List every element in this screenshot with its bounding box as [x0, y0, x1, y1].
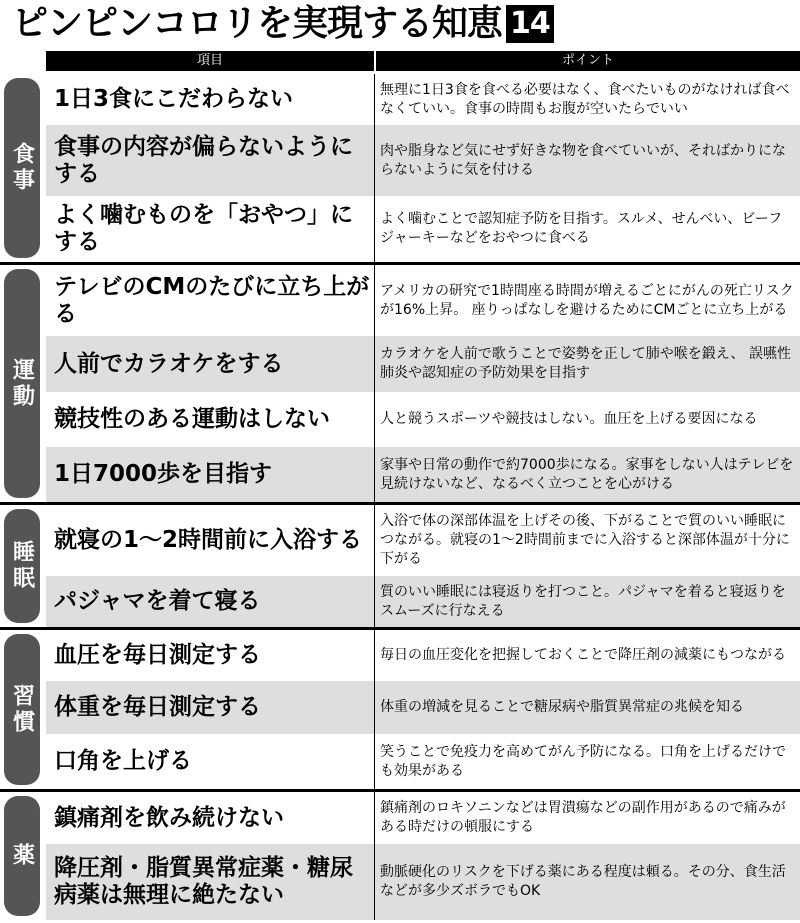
point-text: 鎮痛剤のロキソニンなどは胃潰瘍などの副作用があるので痛みがある時だけの頓服にする: [380, 800, 786, 835]
category-group: [0, 630, 800, 789]
table-row: [46, 336, 800, 392]
point-text: 家事や日常の動作で約7000歩になる。家事をしない人はテレビを見続けないなど、なるべく立つことを心がける: [380, 456, 794, 492]
table-row: [46, 196, 800, 262]
item-text: よく噛むものを「おやつ」にする: [54, 202, 353, 255]
title-text: ピンピンコロリを実現する知恵: [12, 3, 503, 44]
item-text: 食事の内容が偏らないようにする: [54, 133, 353, 187]
category-label: 食事: [4, 78, 40, 258]
item-text: 人前でカラオケをする: [54, 350, 284, 377]
title-badge: 14: [506, 5, 554, 43]
column-header-point: ポイント: [376, 51, 800, 71]
category-label: 習慣: [4, 634, 40, 785]
table-row: [46, 74, 800, 125]
column-divider: [374, 505, 375, 627]
table-row: [46, 576, 800, 627]
table-row: [46, 392, 800, 447]
category-group: [0, 74, 800, 262]
table-row: [46, 630, 800, 681]
item-text: 体重を毎日測定する: [54, 694, 261, 720]
item-text: 降圧剤・脂質異常症薬・糖尿病薬は無理に絶たない: [54, 855, 353, 908]
column-divider: [374, 265, 375, 502]
point-text: よく噛むことで認知症予防を目指す。スルメ、せんべい、ビーフジャーキーなどをおやつに食べる: [380, 211, 783, 246]
point-text: 笑うことで免疫力を高めてがん予防になる。口角を上げるだけでも効果がある: [380, 743, 786, 779]
item-text: 血圧を毎日測定する: [54, 642, 261, 668]
column-header-item: 項目: [46, 51, 374, 71]
point-text: 質のいい睡眠には寝返りを打つこと。パジャマを着ると寝返りをスムーズに行なえる: [380, 583, 786, 619]
table-row: [46, 792, 800, 844]
point-text: 体重の増減を見ることで糖尿病や脂質異常症の兆候を知る: [380, 699, 744, 715]
item-text: 競技性のある運動はしない: [54, 406, 330, 432]
column-divider: [374, 792, 375, 920]
table-row: [46, 265, 800, 336]
column-divider: [374, 630, 375, 789]
point-text: 入浴で体の深部体温を上げその後、下がることで質のいい睡眠につながる。就寝の1～2時間前までに入浴すると深部体温が十分に下がる: [380, 513, 790, 567]
table-row: [46, 125, 800, 196]
item-text: パジャマを着て寝る: [54, 588, 261, 614]
category-label: 薬: [4, 796, 40, 916]
column-divider: [374, 74, 375, 262]
page-title: [0, 0, 800, 50]
category-group: [0, 505, 800, 627]
item-text: 就寝の1～2時間前に入浴する: [54, 527, 363, 553]
table-row: [46, 844, 800, 920]
table-row: [46, 447, 800, 502]
point-text: 無理に1日3食を食べる必要はなく、食べたいものがなければ食べなくていい。食事の時間もお腹が空いたらでいい: [380, 81, 790, 117]
item-text: 1日3食にこだわらない: [54, 86, 294, 112]
item-text: 1日7000歩を目指す: [54, 461, 273, 487]
point-text: カラオケを人前で歌うことで姿勢を正して肺や喉を鍛え、 誤嚥性肺炎や認知症の予防効果を目指す: [380, 346, 792, 381]
point-text: 動脈硬化のリスクを下げる薬にある程度は頼る。その分、食生活などが多少ズボラでもOK: [380, 864, 786, 899]
point-text: 肉や脂身など気にせず好きな物を食べていいが、そればかりにならないように気を付ける: [380, 142, 786, 178]
table-row: [46, 681, 800, 734]
table-row: [46, 505, 800, 576]
category-label: 運動: [4, 269, 40, 498]
point-text: 毎日の血圧変化を把握しておくことで降圧剤の減薬にもつながる: [380, 647, 786, 663]
category-group: [0, 265, 800, 502]
point-text: 人と競うスポーツや競技はしない。血圧を上げる要因になる: [380, 411, 758, 427]
category-label: 睡眠: [4, 509, 40, 623]
item-text: テレビのCMのたびに立ち上がる: [54, 273, 370, 327]
point-text: アメリカの研究で1時間座る時間が増えるごとにがんの死亡リスクが16%上昇。 座りっぱなしを避けるためにCMごとに立ち上がる: [380, 282, 794, 318]
item-text: 口角を上げる: [54, 748, 192, 774]
item-text: 鎮痛剤を飲み続けない: [54, 804, 284, 831]
category-group: [0, 792, 800, 920]
table-row: [46, 734, 800, 789]
